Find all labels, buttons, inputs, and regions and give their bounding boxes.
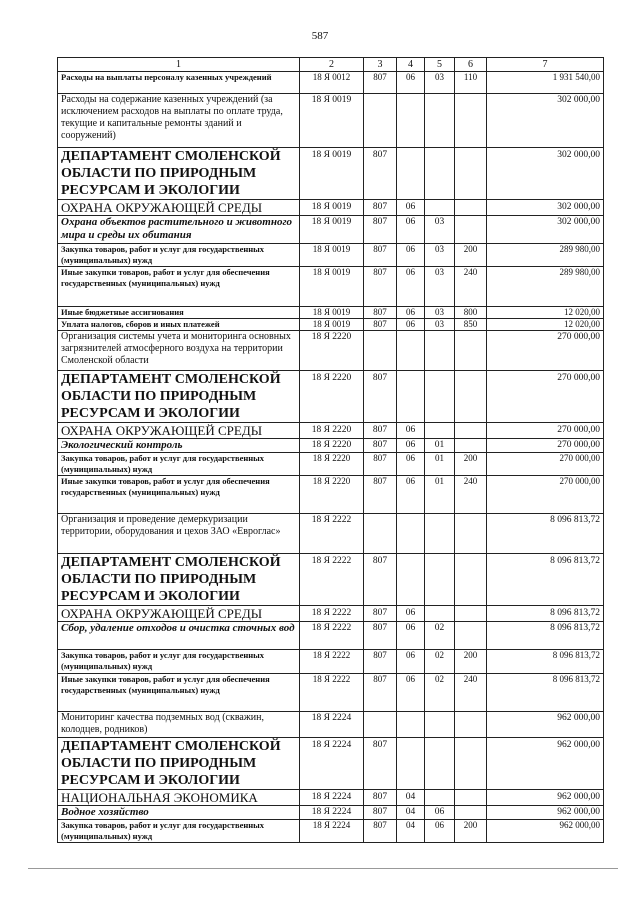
row-col5 xyxy=(425,200,455,216)
row-code: 18 Я 2220 xyxy=(300,371,364,423)
row-sum: 270 000,00 xyxy=(487,453,604,476)
row-name: Организация системы учета и мониторинга основных загрязнителей атмосферного воздуха на территории Смоленской области xyxy=(58,331,300,371)
row-col5 xyxy=(425,738,455,790)
row-sum: 302 000,00 xyxy=(487,94,604,148)
row-code: 18 Я 2224 xyxy=(300,712,364,738)
table-row xyxy=(58,307,604,319)
row-col4: 06 xyxy=(397,244,425,267)
row-code: 18 Я 2220 xyxy=(300,476,364,514)
row-col4: 06 xyxy=(397,606,425,622)
row-name: ОХРАНА ОКРУЖАЮЩЕЙ СРЕДЫ xyxy=(58,423,300,439)
row-col3: 807 xyxy=(364,650,397,674)
row-code: 18 Я 2222 xyxy=(300,606,364,622)
row-name: Расходы на выплаты персоналу казенных учреждений xyxy=(58,72,300,94)
table-row xyxy=(58,820,604,843)
row-name: Закупка товаров, работ и услуг для государственных (муниципальных) нужд xyxy=(58,244,300,267)
row-col6 xyxy=(455,439,487,453)
row-col6 xyxy=(455,423,487,439)
row-col3: 807 xyxy=(364,476,397,514)
row-col5: 03 xyxy=(425,267,455,307)
header-cell: 7 xyxy=(487,58,604,72)
header-cell: 4 xyxy=(397,58,425,72)
row-col5: 01 xyxy=(425,453,455,476)
table-row xyxy=(58,439,604,453)
row-code: 18 Я 2224 xyxy=(300,738,364,790)
row-col4 xyxy=(397,712,425,738)
row-sum: 8 096 813,72 xyxy=(487,606,604,622)
row-sum: 8 096 813,72 xyxy=(487,622,604,650)
row-sum: 962 000,00 xyxy=(487,738,604,790)
row-code: 18 Я 2220 xyxy=(300,439,364,453)
row-code: 18 Я 2222 xyxy=(300,650,364,674)
row-code: 18 Я 2224 xyxy=(300,820,364,843)
row-col4: 06 xyxy=(397,216,425,244)
row-col6 xyxy=(455,331,487,371)
row-code: 18 Я 2220 xyxy=(300,331,364,371)
row-col6: 240 xyxy=(455,476,487,514)
row-name: Организация и проведение демеркуризации территории, оборудования и цехов ЗАО «Евроглас» xyxy=(58,514,300,554)
row-sum: 8 096 813,72 xyxy=(487,650,604,674)
row-name: Иные бюджетные ассигнования xyxy=(58,307,300,319)
row-col3: 807 xyxy=(364,244,397,267)
row-col4 xyxy=(397,371,425,423)
row-code: 18 Я 0019 xyxy=(300,267,364,307)
table-row xyxy=(58,790,604,806)
row-col5 xyxy=(425,712,455,738)
row-sum: 289 980,00 xyxy=(487,267,604,307)
page-number: 587 xyxy=(311,30,329,42)
row-sum: 962 000,00 xyxy=(487,712,604,738)
row-name: Мониторинг качества подземных вод (скважин, колодцев, родников) xyxy=(58,712,300,738)
table-row xyxy=(58,476,604,514)
row-col4 xyxy=(397,738,425,790)
header-cell: 6 xyxy=(455,58,487,72)
row-col5: 06 xyxy=(425,806,455,820)
row-col3 xyxy=(364,712,397,738)
row-col4: 06 xyxy=(397,622,425,650)
row-sum: 270 000,00 xyxy=(487,476,604,514)
row-col6 xyxy=(455,738,487,790)
row-sum: 302 000,00 xyxy=(487,148,604,200)
row-col4: 06 xyxy=(397,319,425,331)
row-col4: 06 xyxy=(397,200,425,216)
row-name: Иные закупки товаров, работ и услуг для обеспечения государственных (муниципальных) нужд xyxy=(58,674,300,712)
row-name: ДЕПАРТАМЕНТ СМОЛЕНСКОЙ ОБЛАСТИ ПО ПРИРОДНЫМ РЕСУРСАМ И ЭКОЛОГИИ xyxy=(58,738,300,790)
row-col5: 02 xyxy=(425,622,455,650)
row-col5: 03 xyxy=(425,244,455,267)
row-col4: 04 xyxy=(397,820,425,843)
row-sum: 12 020,00 xyxy=(487,307,604,319)
row-col5 xyxy=(425,371,455,423)
table-row xyxy=(58,94,604,148)
table-row xyxy=(58,267,604,307)
row-col4 xyxy=(397,148,425,200)
row-col4 xyxy=(397,514,425,554)
table-row xyxy=(58,712,604,738)
table-row xyxy=(58,674,604,712)
row-col5 xyxy=(425,606,455,622)
row-col6: 200 xyxy=(455,650,487,674)
row-sum: 8 096 813,72 xyxy=(487,514,604,554)
row-sum: 302 000,00 xyxy=(487,216,604,244)
row-sum: 270 000,00 xyxy=(487,331,604,371)
row-col5: 01 xyxy=(425,476,455,514)
row-name: Расходы на содержание казенных учреждений (за исключением расходов на выплаты по оплате труда, текущие и капитальные ремонты зданий и сооружений) xyxy=(58,94,300,148)
header-cell: 3 xyxy=(364,58,397,72)
row-col3: 807 xyxy=(364,820,397,843)
row-col4 xyxy=(397,94,425,148)
row-col6 xyxy=(455,790,487,806)
row-col4: 06 xyxy=(397,307,425,319)
row-code: 18 Я 2224 xyxy=(300,806,364,820)
row-code: 18 Я 0019 xyxy=(300,216,364,244)
row-col4: 06 xyxy=(397,674,425,712)
row-name: Закупка товаров, работ и услуг для государственных (муниципальных) нужд xyxy=(58,820,300,843)
row-code: 18 Я 0019 xyxy=(300,94,364,148)
row-sum: 270 000,00 xyxy=(487,439,604,453)
row-code: 18 Я 0019 xyxy=(300,244,364,267)
row-name: ОХРАНА ОКРУЖАЮЩЕЙ СРЕДЫ xyxy=(58,200,300,216)
row-col5 xyxy=(425,554,455,606)
row-col3: 807 xyxy=(364,216,397,244)
row-col3: 807 xyxy=(364,738,397,790)
row-col4: 06 xyxy=(397,439,425,453)
row-col5 xyxy=(425,331,455,371)
row-col5 xyxy=(425,514,455,554)
row-col5: 01 xyxy=(425,439,455,453)
row-sum: 270 000,00 xyxy=(487,371,604,423)
table-row xyxy=(58,554,604,606)
row-name: Водное хозяйство xyxy=(58,806,300,820)
row-col6 xyxy=(455,200,487,216)
row-col5: 06 xyxy=(425,820,455,843)
row-col3 xyxy=(364,94,397,148)
row-col6 xyxy=(455,606,487,622)
row-name: ДЕПАРТАМЕНТ СМОЛЕНСКОЙ ОБЛАСТИ ПО ПРИРОДНЫМ РЕСУРСАМ И ЭКОЛОГИИ xyxy=(58,148,300,200)
row-name: ДЕПАРТАМЕНТ СМОЛЕНСКОЙ ОБЛАСТИ ПО ПРИРОДНЫМ РЕСУРСАМ И ЭКОЛОГИИ xyxy=(58,371,300,423)
row-name: Закупка товаров, работ и услуг для государственных (муниципальных) нужд xyxy=(58,453,300,476)
row-sum: 1 931 540,00 xyxy=(487,72,604,94)
row-col3: 807 xyxy=(364,267,397,307)
row-col6 xyxy=(455,371,487,423)
row-code: 18 Я 0019 xyxy=(300,307,364,319)
row-col6: 240 xyxy=(455,267,487,307)
row-col3 xyxy=(364,514,397,554)
table-row xyxy=(58,423,604,439)
row-sum: 962 000,00 xyxy=(487,790,604,806)
row-col6 xyxy=(455,514,487,554)
row-name: Иные закупки товаров, работ и услуг для обеспечения государственных (муниципальных) нужд xyxy=(58,267,300,307)
row-col3: 807 xyxy=(364,554,397,606)
table-row xyxy=(58,216,604,244)
row-col3: 807 xyxy=(364,423,397,439)
row-name: ДЕПАРТАМЕНТ СМОЛЕНСКОЙ ОБЛАСТИ ПО ПРИРОДНЫМ РЕСУРСАМ И ЭКОЛОГИИ xyxy=(58,554,300,606)
row-code: 18 Я 2220 xyxy=(300,423,364,439)
row-col4: 06 xyxy=(397,267,425,307)
table-row xyxy=(58,331,604,371)
table-row xyxy=(58,371,604,423)
row-col5 xyxy=(425,148,455,200)
row-code: 18 Я 2222 xyxy=(300,622,364,650)
row-col3: 807 xyxy=(364,72,397,94)
row-col5 xyxy=(425,94,455,148)
table-row xyxy=(58,622,604,650)
row-col6 xyxy=(455,712,487,738)
row-col4: 06 xyxy=(397,650,425,674)
row-sum: 962 000,00 xyxy=(487,820,604,843)
row-col5 xyxy=(425,790,455,806)
table-row xyxy=(58,148,604,200)
header-cell: 5 xyxy=(425,58,455,72)
row-name: Иные закупки товаров, работ и услуг для обеспечения государственных (муниципальных) нужд xyxy=(58,476,300,514)
row-col3: 807 xyxy=(364,307,397,319)
row-col6 xyxy=(455,622,487,650)
row-col6: 800 xyxy=(455,307,487,319)
row-col3 xyxy=(364,331,397,371)
row-col5: 02 xyxy=(425,650,455,674)
row-col3: 807 xyxy=(364,439,397,453)
row-sum: 12 020,00 xyxy=(487,319,604,331)
row-sum: 8 096 813,72 xyxy=(487,554,604,606)
row-col6: 200 xyxy=(455,244,487,267)
row-code: 18 Я 0012 xyxy=(300,72,364,94)
row-col3: 807 xyxy=(364,200,397,216)
table-row xyxy=(58,738,604,790)
row-col4: 06 xyxy=(397,72,425,94)
row-col3: 807 xyxy=(364,453,397,476)
page-bottom-rule xyxy=(28,868,618,869)
table-row xyxy=(58,514,604,554)
row-sum: 289 980,00 xyxy=(487,244,604,267)
row-col6 xyxy=(455,554,487,606)
row-col3: 807 xyxy=(364,319,397,331)
row-col6: 850 xyxy=(455,319,487,331)
header-row xyxy=(58,58,604,72)
row-name: Экологический контроль xyxy=(58,439,300,453)
row-col5 xyxy=(425,423,455,439)
row-col6 xyxy=(455,806,487,820)
row-col5: 03 xyxy=(425,319,455,331)
row-col3: 807 xyxy=(364,148,397,200)
table-row xyxy=(58,319,604,331)
row-col6 xyxy=(455,216,487,244)
row-name: Уплата налогов, сборов и иных платежей xyxy=(58,319,300,331)
table-row xyxy=(58,650,604,674)
row-name: Сбор, удаление отходов и очистка сточных вод xyxy=(58,622,300,650)
row-col6: 110 xyxy=(455,72,487,94)
row-col4: 04 xyxy=(397,790,425,806)
row-col6: 200 xyxy=(455,820,487,843)
table-row xyxy=(58,606,604,622)
table-row xyxy=(58,806,604,820)
row-col5: 03 xyxy=(425,72,455,94)
row-col3: 807 xyxy=(364,622,397,650)
row-col3: 807 xyxy=(364,790,397,806)
row-code: 18 Я 0019 xyxy=(300,148,364,200)
row-code: 18 Я 0019 xyxy=(300,319,364,331)
row-col3: 807 xyxy=(364,674,397,712)
row-col4: 06 xyxy=(397,453,425,476)
table-row xyxy=(58,200,604,216)
row-sum: 270 000,00 xyxy=(487,423,604,439)
budget-table xyxy=(57,57,604,843)
table-row xyxy=(58,453,604,476)
row-col6: 200 xyxy=(455,453,487,476)
row-name: Охрана объектов растительного и животного мира и среды их обитания xyxy=(58,216,300,244)
row-col3: 807 xyxy=(364,371,397,423)
row-code: 18 Я 2222 xyxy=(300,514,364,554)
row-col4: 06 xyxy=(397,423,425,439)
row-col6 xyxy=(455,94,487,148)
row-col4: 06 xyxy=(397,476,425,514)
row-col4 xyxy=(397,554,425,606)
header-cell: 1 xyxy=(58,58,300,72)
row-sum: 8 096 813,72 xyxy=(487,674,604,712)
row-col6 xyxy=(455,148,487,200)
row-code: 18 Я 2222 xyxy=(300,674,364,712)
row-code: 18 Я 2222 xyxy=(300,554,364,606)
row-col6: 240 xyxy=(455,674,487,712)
row-name: Закупка товаров, работ и услуг для государственных (муниципальных) нужд xyxy=(58,650,300,674)
row-col4 xyxy=(397,331,425,371)
row-sum: 302 000,00 xyxy=(487,200,604,216)
row-name: ОХРАНА ОКРУЖАЮЩЕЙ СРЕДЫ xyxy=(58,606,300,622)
row-sum: 962 000,00 xyxy=(487,806,604,820)
row-col3: 807 xyxy=(364,806,397,820)
row-col5: 03 xyxy=(425,307,455,319)
header-cell: 2 xyxy=(300,58,364,72)
row-col3: 807 xyxy=(364,606,397,622)
row-col4: 04 xyxy=(397,806,425,820)
row-code: 18 Я 2224 xyxy=(300,790,364,806)
row-code: 18 Я 2220 xyxy=(300,453,364,476)
row-name: НАЦИОНАЛЬНАЯ ЭКОНОМИКА xyxy=(58,790,300,806)
table-row xyxy=(58,72,604,94)
row-col5: 02 xyxy=(425,674,455,712)
row-col5: 03 xyxy=(425,216,455,244)
row-code: 18 Я 0019 xyxy=(300,200,364,216)
table-row xyxy=(58,244,604,267)
